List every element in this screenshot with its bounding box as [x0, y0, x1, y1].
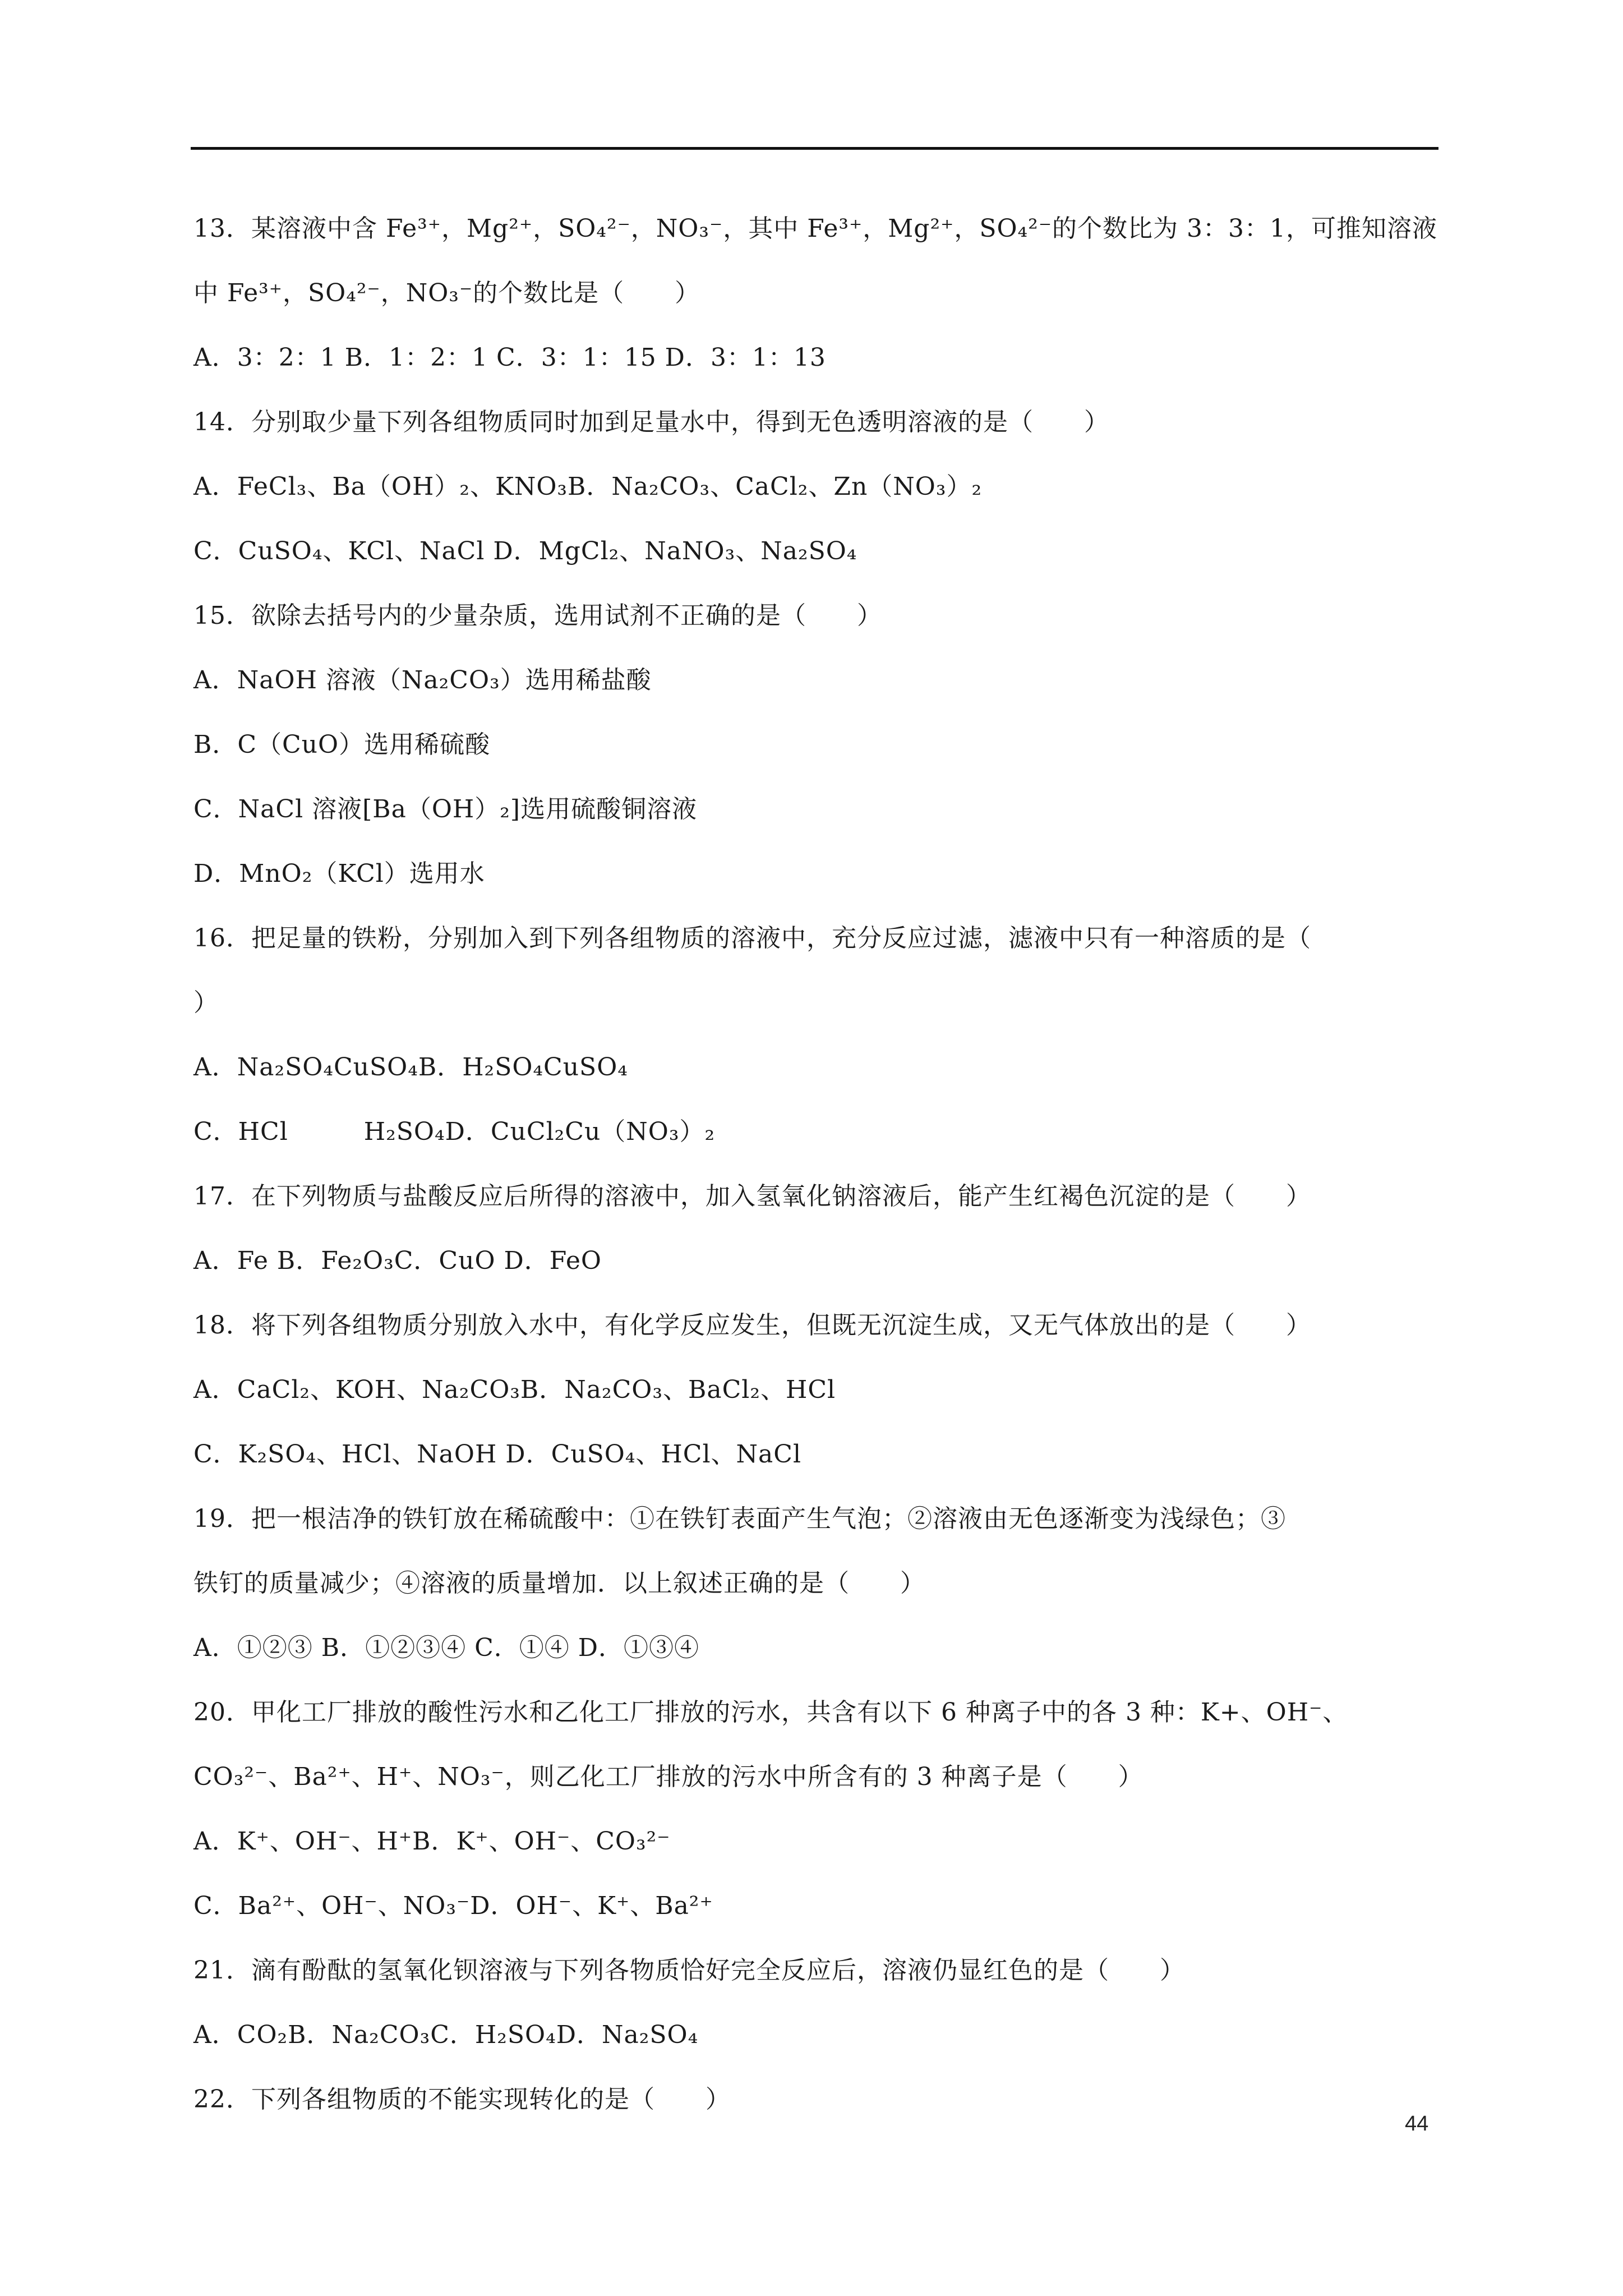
text-line: C．NaCl 溶液[Ba（OH）₂]选用硫酸铜溶液 — [193, 795, 698, 823]
text-line: 20．甲化工厂排放的酸性污水和乙化工厂排放的污水，共含有以下 6 种离子中的各 3 种：K+、OH⁻、 — [193, 1698, 1348, 1727]
text-line: 14．分别取少量下列各组物质同时加到足量水中，得到无色透明溶液的是（ ） — [193, 408, 1109, 436]
text-line: A．CO₂B．Na₂CO₃C．H₂SO₄D．Na₂SO₄ — [193, 2021, 699, 2049]
text-line: B．C（CuO）选用稀硫酸 — [193, 730, 491, 759]
page-number: 44 — [1405, 2112, 1429, 2136]
text-line: 16．把足量的铁粉，分别加入到下列各组物质的溶液中，充分反应过滤，滤液中只有一种溶质的是（ — [193, 924, 1311, 953]
text-line: CO₃²⁻、Ba²⁺、H⁺、NO₃⁻，则乙化工厂排放的污水中所含有的 3 种离子是（ ） — [193, 1763, 1144, 1791]
text-line: C．Ba²⁺、OH⁻、NO₃⁻D．OH⁻、K⁺、Ba²⁺ — [193, 1892, 713, 1920]
text-line: A．NaOH 溶液（Na₂CO₃）选用稀盐酸 — [193, 666, 652, 694]
text-line: 21．滴有酚酞的氢氧化钡溶液与下列各物质恰好完全反应后，溶液仍显红色的是（ ） — [193, 1956, 1185, 1985]
text-line: ） — [193, 988, 219, 1017]
text-line: 22．下列各组物质的不能实现转化的是（ ） — [193, 2085, 731, 2114]
text-line: D．MnO₂（KCl）选用水 — [193, 859, 485, 888]
text-line: 中 Fe³⁺，SO₄²⁻，NO₃⁻的个数比是（ ） — [193, 279, 700, 307]
text-line: 17．在下列物质与盐酸反应后所得的溶液中，加入氢氧化钠溶液后，能产生红褐色沉淀的是（ ） — [193, 1182, 1311, 1211]
text-line: C．HCl H₂SO₄D．CuCl₂Cu（NO₃）₂ — [193, 1117, 716, 1146]
text-line: A．3：2：1 B．1：2：1 C．3：1：15 D．3：1：13 — [193, 343, 826, 372]
text-line: 18．将下列各组物质分别放入水中，有化学反应发生，但既无沉淀生成，又无气体放出的是（ ） — [193, 1311, 1311, 1340]
text-line: 13．某溶液中含 Fe³⁺，Mg²⁺，SO₄²⁻，NO₃⁻，其中 Fe³⁺，Mg²⁺，SO₄²⁻的个数比为 3：3：1，可推知溶液 — [193, 214, 1438, 243]
text-line: 铁钉的质量减少；④溶液的质量增加．以上叙述正确的是（ ） — [193, 1569, 925, 1598]
text-line: A．Fe B．Fe₂O₃C．CuO D．FeO — [193, 1246, 602, 1275]
text-line: A．①②③ B．①②③④ C．①④ D．①③④ — [193, 1634, 700, 1662]
text-line: C．CuSO₄、KCl、NaCl D．MgCl₂、NaNO₃、Na₂SO₄ — [193, 537, 857, 565]
text-line: A．CaCl₂、KOH、Na₂CO₃B．Na₂CO₃、BaCl₂、HCl — [193, 1375, 836, 1404]
text-line: A．K⁺、OH⁻、H⁺B．K⁺、OH⁻、CO₃²⁻ — [193, 1827, 671, 1856]
header-rule — [191, 147, 1438, 150]
text-line: 15．欲除去括号内的少量杂质，选用试剂不正确的是（ ） — [193, 601, 882, 630]
text-line: C．K₂SO₄、HCl、NaOH D．CuSO₄、HCl、NaCl — [193, 1440, 802, 1469]
question-text — [193, 196, 1441, 2132]
text-line: A．FeCl₃、Ba（OH）₂、KNO₃B．Na₂CO₃、CaCl₂、Zn（NO₃）₂ — [193, 472, 983, 501]
text-line: 19．把一根洁净的铁钉放在稀硫酸中：①在铁钉表面产生气泡；②溶液由无色逐渐变为浅绿色；③ — [193, 1504, 1286, 1533]
text-line: A．Na₂SO₄CuSO₄B．H₂SO₄CuSO₄ — [193, 1053, 628, 1082]
